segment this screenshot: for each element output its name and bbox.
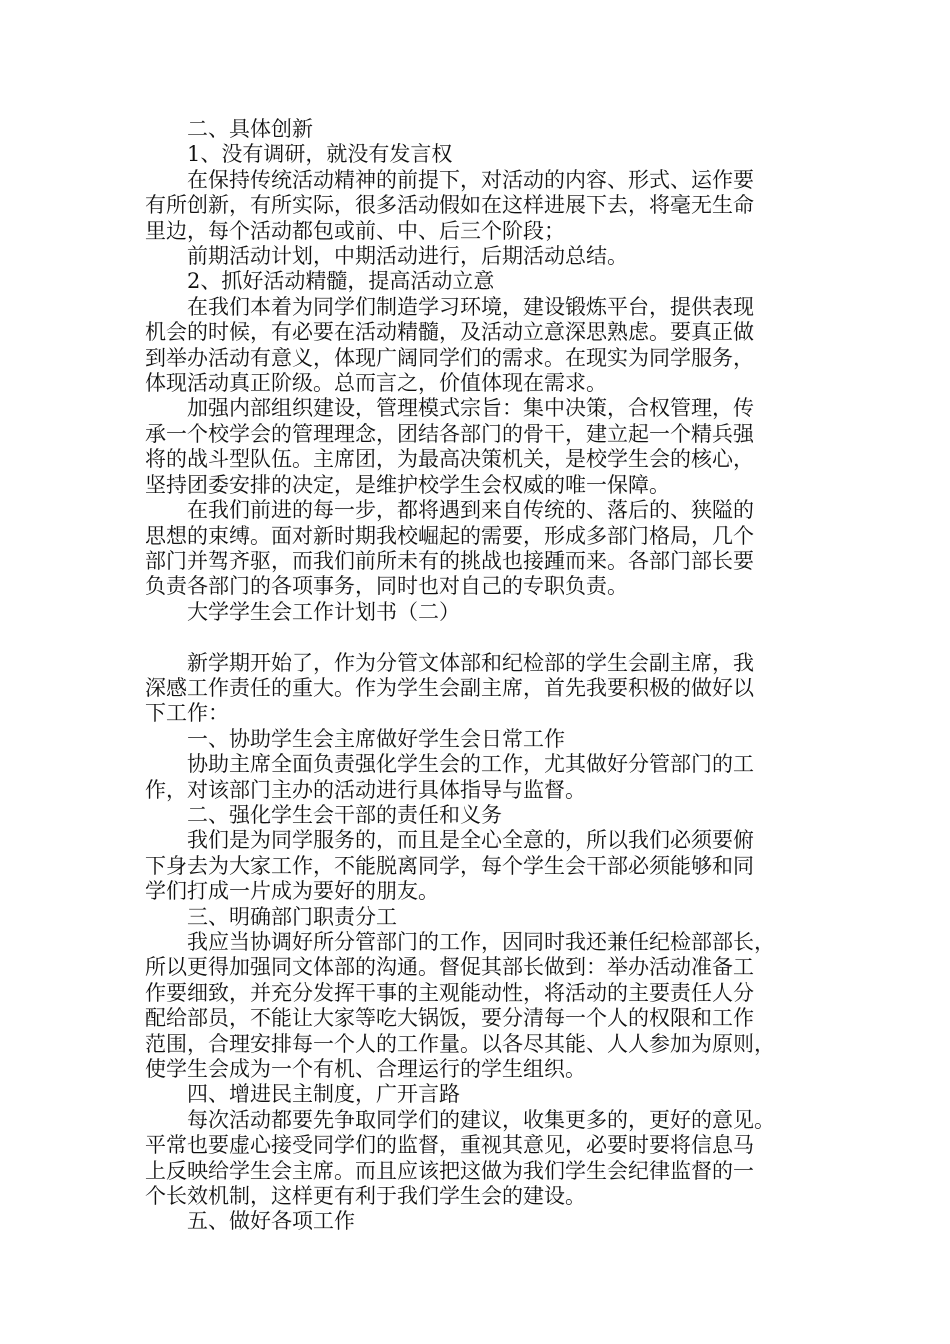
- body-paragraph: 新学期开始了，作为分管文体部和纪检部的学生会副主席，我 深感工作责任的重大。作为学生会副主席，首先我要积极的做好以 下工作：: [145, 650, 754, 726]
- section-heading: 二、具体创新: [187, 117, 313, 141]
- body-paragraph: 我应当协调好所分管部门的工作，因同时我还兼任纪检部部长， 所以更得加强同文体部的沟通。督促其部长做到：举办活动准备工 作要细致，并充分发挥干事的主观能动性，将活动的主要责任人分 配给部员，不能让大家等吃大锅饭，要分清每一个人的权限和工作 范围，合理安排每一个人的工作量。以各尽其能、人人参加为原则， 使学生会成为一个有机、合理运行的学生组织。: [145, 929, 775, 1082]
- section-heading: 一、协助学生会主席做好学生会日常工作: [187, 726, 565, 751]
- body-paragraph: 在我们本着为同学们制造学习环境，建设锻炼平台，提供表现 机会的时候，有必要在活动精髓，及活动立意深思熟虑。要真正做 到举办活动有意义，体现广阔同学们的需求。在现实为同学服务， 体现活动真正阶级。总而言之，价值体现在需求。: [145, 294, 754, 396]
- document-subtitle: 大学学生会工作计划书（二）: [187, 599, 460, 624]
- section-heading: 三、明确部门职责分工: [187, 904, 397, 929]
- section-heading: 五、做好各项工作: [187, 1209, 355, 1234]
- body-paragraph: 前期活动计划，中期活动进行，后期活动总结。: [187, 244, 628, 269]
- document-body: [145, 117, 815, 1235]
- body-paragraph: 每次活动都要先争取同学们的建议，收集更多的，更好的意见。 平常也要虚心接受同学们的监督，重视其意见，必要时要将信息马 上反映给学生会主席。而且应该把这做为我们学生会纪律监督的一 个长效机制，这样更有利于我们学生会的建设。: [145, 1107, 775, 1209]
- section-heading: 四、增进民主制度，广开言路: [187, 1082, 460, 1107]
- section-heading: 二、强化学生会干部的责任和义务: [187, 802, 502, 827]
- body-paragraph: 加强内部组织建设，管理模式宗旨：集中决策，合权管理，传 承一个校学会的管理理念，团结各部门的骨干，建立起一个精兵强 将的战斗型队伍。主席团，为最高决策机关，是校学生会的核心， 坚持团委安排的决定，是维护校学生会权威的唯一保障。: [145, 396, 754, 497]
- subsection-heading: 1、没有调研，就没有发言权: [187, 142, 453, 167]
- blank-line: [145, 625, 815, 650]
- body-paragraph: 协助主席全面负责强化学生会的工作，尤其做好分管部门的工 作，对该部门主办的活动进行具体指导与监督。: [145, 752, 754, 802]
- body-paragraph: 我们是为同学服务的，而且是全心全意的，所以我们必须要俯 下身去为大家工作，不能脱离同学，每个学生会干部必须能够和同 学们打成一片成为要好的朋友。: [145, 828, 754, 904]
- body-paragraph: 在保持传统活动精神的前提下，对活动的内容、形式、运作要 有所创新，有所实际，很多活动假如在这样进展下去，将毫无生命 里边，每个活动都包或前、中、后三个阶段；: [145, 167, 754, 243]
- subsection-heading: 2、抓好活动精髓，提高活动立意: [187, 269, 495, 294]
- body-paragraph: 在我们前进的每一步，都将遇到来自传统的、落后的、狭隘的 思想的束缚。面对新时期我校崛起的需要，形成多部门格局，几个 部门并驾齐驱，而我们前所未有的挑战也接踵而来。各部门部长要 负责各部门的各项事务，同时也对自己的专职负责。: [145, 498, 754, 599]
